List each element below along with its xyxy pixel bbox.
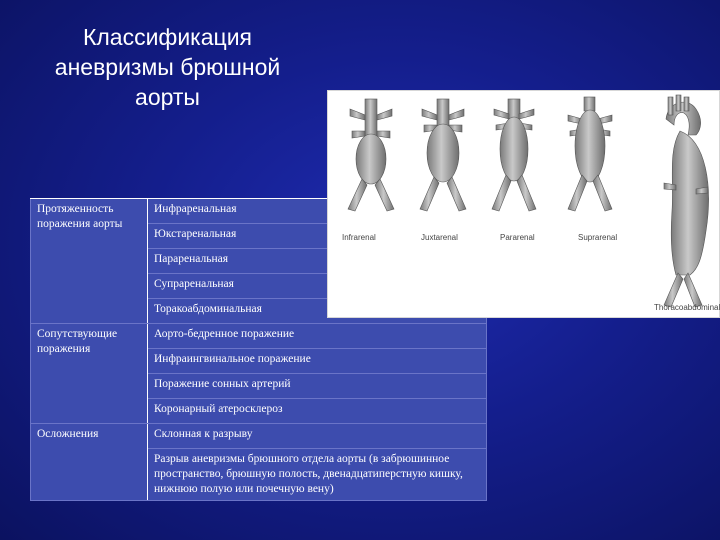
slide-title: Классификация аневризмы брюшной аорты bbox=[54, 24, 281, 110]
category-extent: Протяженность поражения аорты bbox=[31, 199, 148, 324]
item-thoracoabdominal: Торакоабдоминальная bbox=[148, 299, 487, 324]
item-suprarenal: Супраренальная bbox=[148, 274, 487, 299]
aorta-pararenal bbox=[492, 99, 536, 211]
item-aortofemoral: Аорто-бедренное поражение bbox=[148, 324, 487, 349]
item-carotid: Поражение сонных артерий bbox=[148, 374, 487, 399]
label-suprarenal: Suprarenal bbox=[578, 233, 618, 242]
aneurysm-illustration bbox=[327, 90, 720, 318]
item-pararenal: Параренальная bbox=[148, 249, 487, 274]
category-concomitant: Сопутствующие поражения bbox=[31, 324, 148, 424]
item-prone-to-rupture: Склонная к разрыву bbox=[148, 424, 487, 449]
item-coronary: Коронарный атеросклероз bbox=[148, 399, 487, 424]
item-infrainguinal: Инфраингвинальное поражение bbox=[148, 349, 487, 374]
aorta-infrarenal bbox=[348, 99, 394, 211]
label-pararenal: Pararenal bbox=[500, 233, 535, 242]
item-rupture: Разрыв аневризмы брюшного отдела аорты (в забрюшинное пространство, брюшную полость, двенадцатиперстную кишку, нижнюю полую или почечную вену) bbox=[148, 449, 487, 501]
category-complications: Осложнения bbox=[31, 424, 148, 501]
aorta-drawings bbox=[328, 91, 719, 317]
label-infrarenal: Infrarenal bbox=[342, 233, 376, 242]
aorta-suprarenal bbox=[568, 97, 612, 211]
table-row bbox=[31, 424, 487, 449]
label-thoracoabdominal: Thoracoabdominal bbox=[654, 303, 720, 312]
item-juxtarenal: Юкстаренальная bbox=[148, 224, 487, 249]
label-juxtarenal: Juxtarenal bbox=[421, 233, 458, 242]
aorta-juxtarenal bbox=[420, 99, 466, 211]
item-infrarenal: Инфраренальная bbox=[148, 199, 487, 224]
aorta-thoracoabdominal bbox=[664, 95, 709, 307]
table-row bbox=[31, 324, 487, 349]
